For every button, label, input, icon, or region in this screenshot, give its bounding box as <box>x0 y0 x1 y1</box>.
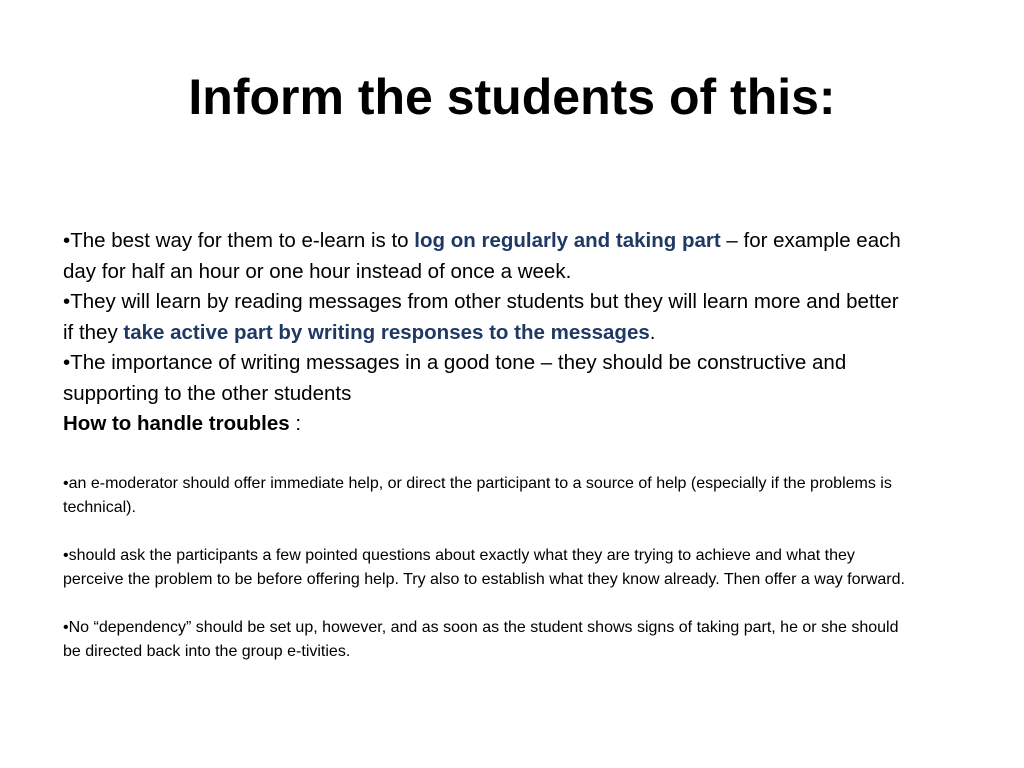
bullet-marker: • <box>63 474 69 492</box>
sub-bullet-text: an e-moderator should offer immediate help, or direct the participant to a source of help (especially if the problems is technical). <box>63 474 892 516</box>
spacer <box>63 520 913 544</box>
bullet-item-3 <box>63 348 913 409</box>
heading-label: How to handle troubles <box>63 412 290 435</box>
bullet-text: The importance of writing messages in a good tone – they should be constructive and supporting to the other students <box>63 351 847 405</box>
sub-bullet-item-2 <box>63 544 913 592</box>
slide-content <box>63 226 913 664</box>
sub-bullet-item-1 <box>63 472 913 520</box>
slide-title: Inform the students of this: <box>188 69 836 125</box>
bullet-marker: • <box>63 229 71 252</box>
sub-bullet-list <box>63 472 913 664</box>
bullet-text: They will learn by reading messages from other students but they will learn more and better if they <box>63 290 899 344</box>
bullet-marker: • <box>63 290 71 313</box>
bullet-item-1 <box>63 226 913 287</box>
sub-bullet-text: should ask the participants a few pointed questions about exactly what they are trying to achieve and what they perceive the problem to be before offering help. Try also to establish what they know already. Then offer a way forward. <box>63 546 905 588</box>
sub-bullet-text: No “dependency” should be set up, however, and as soon as the student shows signs of taking part, he or she should be directed back into the group e-tivities. <box>63 618 899 660</box>
main-bullet-list <box>63 226 913 440</box>
bullet-text: . <box>649 320 656 344</box>
highlight-text: take active part by writing responses to the messages <box>123 320 650 344</box>
section-heading <box>63 409 913 440</box>
heading-suffix: : <box>289 412 302 435</box>
bullet-marker: • <box>63 546 69 564</box>
bullet-marker: • <box>63 618 69 636</box>
bullet-text: The best way for them to e-learn is to <box>70 229 415 252</box>
bullet-marker: • <box>63 351 71 374</box>
sub-bullet-item-3 <box>63 616 913 664</box>
spacer <box>63 440 913 472</box>
bullet-item-2 <box>63 287 913 348</box>
spacer <box>63 592 913 616</box>
highlight-text: log on regularly and taking part <box>414 229 721 252</box>
bullet-text: – for example each day for half an hour or one hour instead of once a week. <box>63 229 901 283</box>
